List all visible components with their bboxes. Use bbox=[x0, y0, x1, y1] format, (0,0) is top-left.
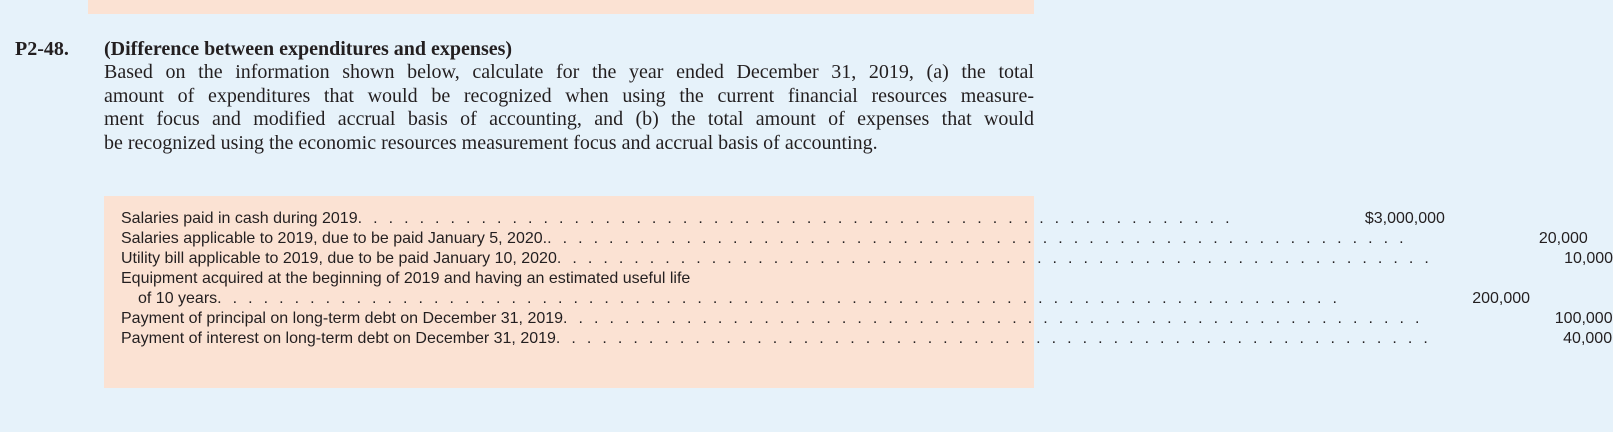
dot-leader: . . . . . . . . . . . . . . . . . . . . . . . . . . . . . . . . . . . . . . . . . . . . . . . . . . . . . . . . . bbox=[555, 330, 1432, 347]
item-row bbox=[121, 269, 1013, 289]
item-description: Payment of principal on long-term debt on December 31, 2019 bbox=[121, 310, 564, 327]
item-list bbox=[121, 209, 1613, 349]
dot-leader: . . . . . . . . . . . . . . . . . . . . . . . . . . . . . . . . . . . . . . . . . . . . . . . . . . . . . . . . . bbox=[556, 250, 1433, 267]
item-row bbox=[121, 229, 1588, 249]
item-description: Payment of interest on long-term debt on December 31, 2019 bbox=[121, 330, 556, 347]
item-amount: 100,000 bbox=[1554, 310, 1613, 327]
problem-number: P2-48. bbox=[15, 38, 69, 60]
item-amount: 20,000 bbox=[1538, 230, 1588, 247]
problem-statement-line: Based on the information shown below, calculate for the year ended December 31, 2019, (a) the total bbox=[104, 61, 1034, 83]
dot-leader: . . . . . . . . . . . . . . . . . . . . . . . . . . . . . . . . . . . . . . . . . . . . . . . . . . . . . . . . bbox=[563, 310, 1423, 327]
dot-leader: . . . . . . . . . . . . . . . . . . . . . . . . . . . . . . . . . . . . . . . . . . . . . . . . . . . . . . . . bbox=[547, 230, 1407, 247]
item-row bbox=[121, 209, 1445, 229]
data-box bbox=[104, 196, 1613, 388]
problem-statement-line: ment focus and modified accrual basis of accounting, and (b) the total amount of expenses that would bbox=[104, 108, 1034, 131]
item-amount: $3,000,000 bbox=[1364, 210, 1445, 227]
item-amount: 40,000 bbox=[1563, 330, 1613, 347]
problem-statement-line: be recognized using the economic resources measurement focus and accrual basis of accounting. bbox=[104, 132, 878, 155]
item-row bbox=[121, 249, 1613, 269]
item-description: Utility bill applicable to 2019, due to be paid January 10, 2020 bbox=[121, 250, 557, 267]
problem-statement-line: amount of expenditures that would be recognized when using the current financial resources measure- bbox=[104, 84, 1034, 107]
problem-statement bbox=[104, 61, 1034, 156]
item-amount: 200,000 bbox=[1472, 290, 1531, 307]
dot-leader: . . . . . . . . . . . . . . . . . . . . . . . . . . . . . . . . . . . . . . . . . . . . . . . . . . . . . . . . . bbox=[357, 210, 1233, 227]
item-description: Salaries applicable to 2019, due to be paid January 5, 2020. bbox=[121, 230, 548, 247]
item-amount: 10,000 bbox=[1564, 250, 1613, 267]
item-row bbox=[121, 309, 1613, 329]
item-description: Equipment acquired at the beginning of 2019 and having an estimated useful life bbox=[121, 270, 691, 287]
item-row bbox=[121, 329, 1613, 349]
problem-title: (Difference between expenditures and expenses) bbox=[104, 38, 513, 60]
top-decorative-band bbox=[88, 0, 1034, 14]
item-description: Salaries paid in cash during 2019 bbox=[121, 210, 358, 227]
item-row bbox=[121, 289, 1531, 309]
dot-leader: . . . . . . . . . . . . . . . . . . . . . . . . . . . . . . . . . . . . . . . . . . . . . . . . . . . . . . . . . . . . . . . . . . . . . . . . . bbox=[217, 290, 1341, 307]
item-description: of 10 years bbox=[138, 290, 218, 307]
